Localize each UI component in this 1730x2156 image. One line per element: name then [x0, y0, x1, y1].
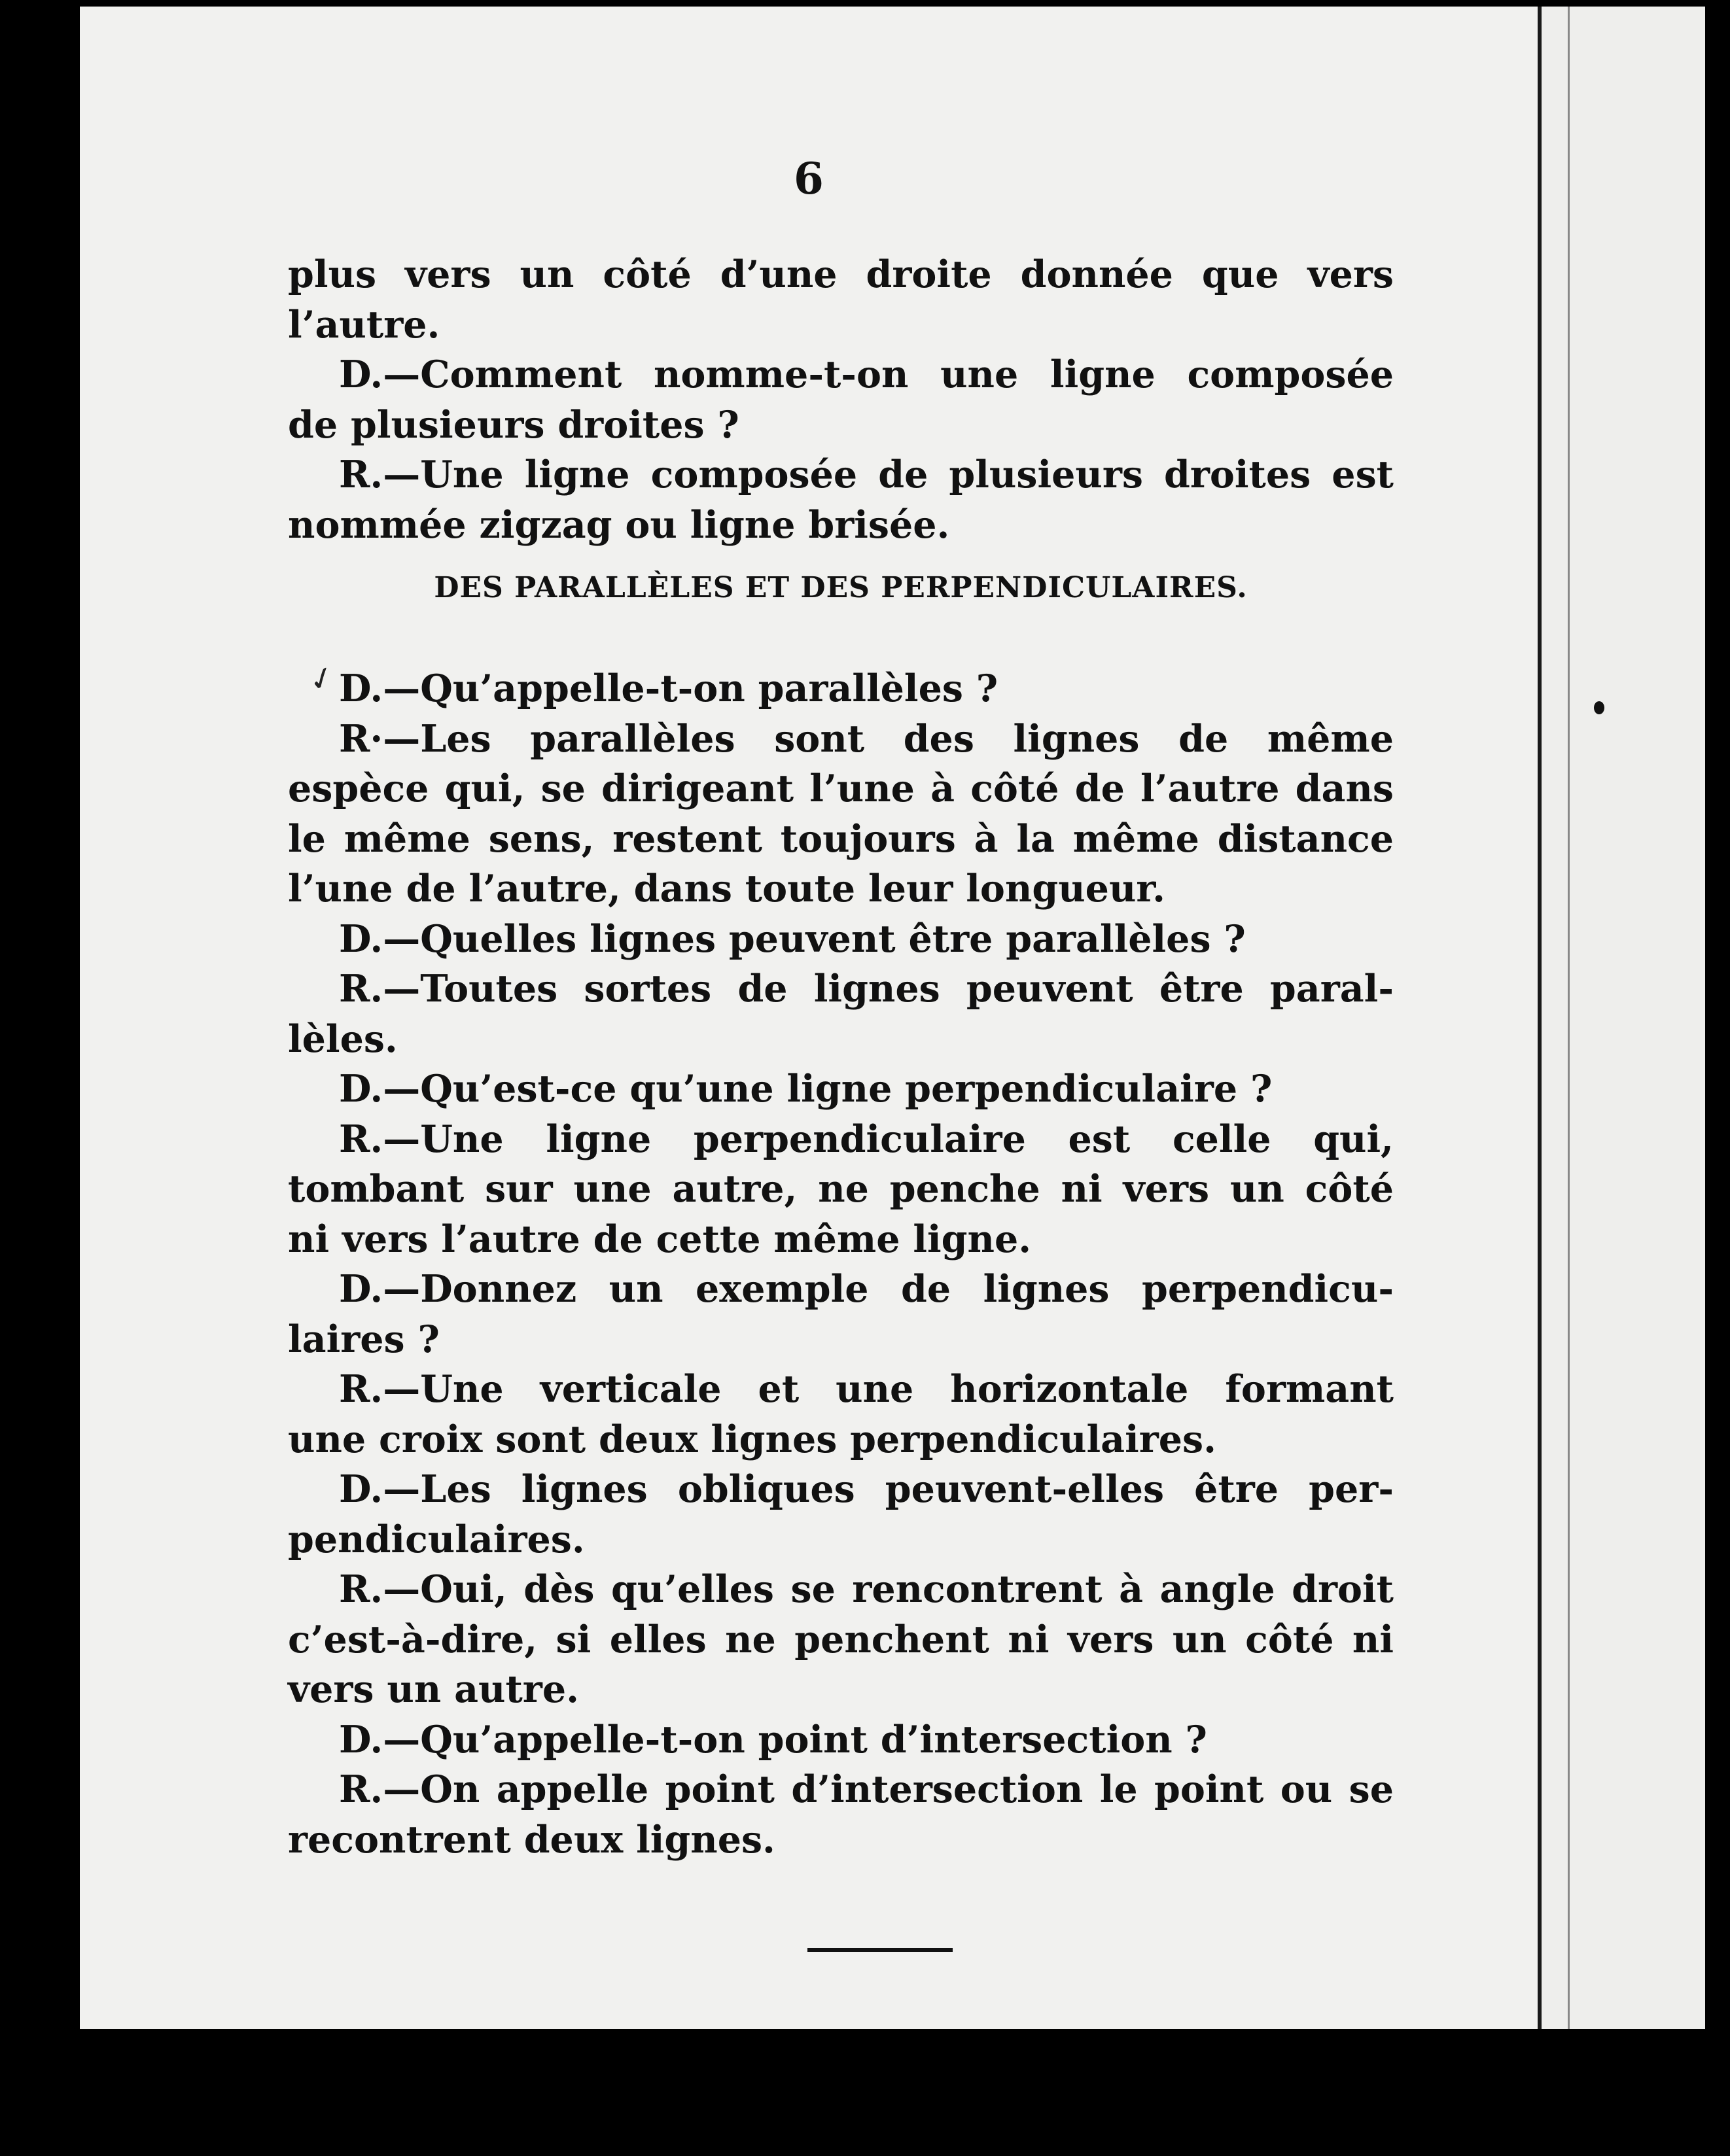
text-line: D.—Qu’appelle-t-on point d’intersection ?: [339, 1717, 1207, 1762]
section-heading: DES PARALLÈLES ET DES PERPENDICULAIRES.: [434, 571, 1248, 604]
page-number: 6: [794, 153, 824, 204]
text-line: D.—Comment nomme-t-on une ligne composée: [339, 353, 1394, 396]
scan-left-border: [0, 0, 80, 2156]
text-line: D.—Qu’est-ce qu’une ligne perpendiculaire ?: [339, 1067, 1273, 1111]
page-body: [288, 250, 1394, 1865]
text-line: D.—Qu’appelle-t-on parallèles ?: [339, 667, 998, 710]
text-line: recontrent deux lignes.: [288, 1817, 775, 1862]
ink-dot: [1594, 701, 1604, 714]
text-line: vers un autre.: [288, 1667, 579, 1711]
text-line: R.—Toutes sortes de lignes peuvent être paral-: [339, 967, 1394, 1011]
text-line: R.—On appelle point d’intersection le point ou se: [339, 1767, 1394, 1811]
text-line: de plusieurs droites ?: [288, 402, 739, 447]
text-line: c’est-à-dire, si elles ne penchent ni vers un côté ni: [288, 1617, 1394, 1661]
text-line: R·—Les parallèles sont des lignes de même: [339, 716, 1394, 761]
text-line: R.—Une verticale et une horizontale formant: [339, 1367, 1394, 1411]
text-line: le même sens, restent toujours à la même distance: [288, 816, 1394, 861]
text-line: R.—Une ligne composée de plusieurs droites est: [339, 453, 1394, 496]
pencil-check-mark: ✓: [303, 657, 341, 701]
text-line: une croix sont deux lignes perpendiculaires.: [288, 1417, 1216, 1461]
text-line: D.—Les lignes obliques peuvent-elles être per-: [339, 1467, 1394, 1511]
end-rule: [807, 1948, 953, 1952]
gutter-line: [1568, 7, 1570, 2029]
text-line: l’une de l’autre, dans toute leur longueur.: [288, 867, 1166, 911]
book-page: [80, 7, 1542, 2029]
text-line: plus vers un côté d’une droite donnée que vers: [288, 252, 1394, 296]
text-line: nommée zigzag ou ligne brisée.: [288, 502, 950, 547]
text-line: l’autre.: [288, 302, 440, 347]
adjacent-page-edge: [1542, 7, 1705, 2029]
paragraphs-before-heading: [288, 250, 1394, 550]
text-line: R.—Une ligne perpendiculaire est celle qui,: [339, 1117, 1394, 1161]
text-line: D.—Quelles lignes peuvent être parallèles ?: [339, 916, 1246, 961]
text-line: ni vers l’autre de cette même ligne.: [288, 1217, 1032, 1261]
text-line: R.—Oui, dès qu’elles se rencontrent à angle droit: [339, 1567, 1394, 1611]
text-line: lèles.: [288, 1017, 398, 1061]
text-line: espèce qui, se dirigeant l’une à côté de l’autre dans: [288, 767, 1394, 810]
text-line: laires ?: [288, 1317, 440, 1361]
paragraphs-after-heading: [288, 664, 1394, 1865]
text-line: pendiculaires.: [288, 1517, 585, 1561]
text-line: tombant sur une autre, ne penche ni vers un côté: [288, 1167, 1394, 1211]
text-line: D.—Donnez un exemple de lignes perpendicu-: [339, 1267, 1394, 1311]
heading-spacer: [288, 608, 1394, 664]
